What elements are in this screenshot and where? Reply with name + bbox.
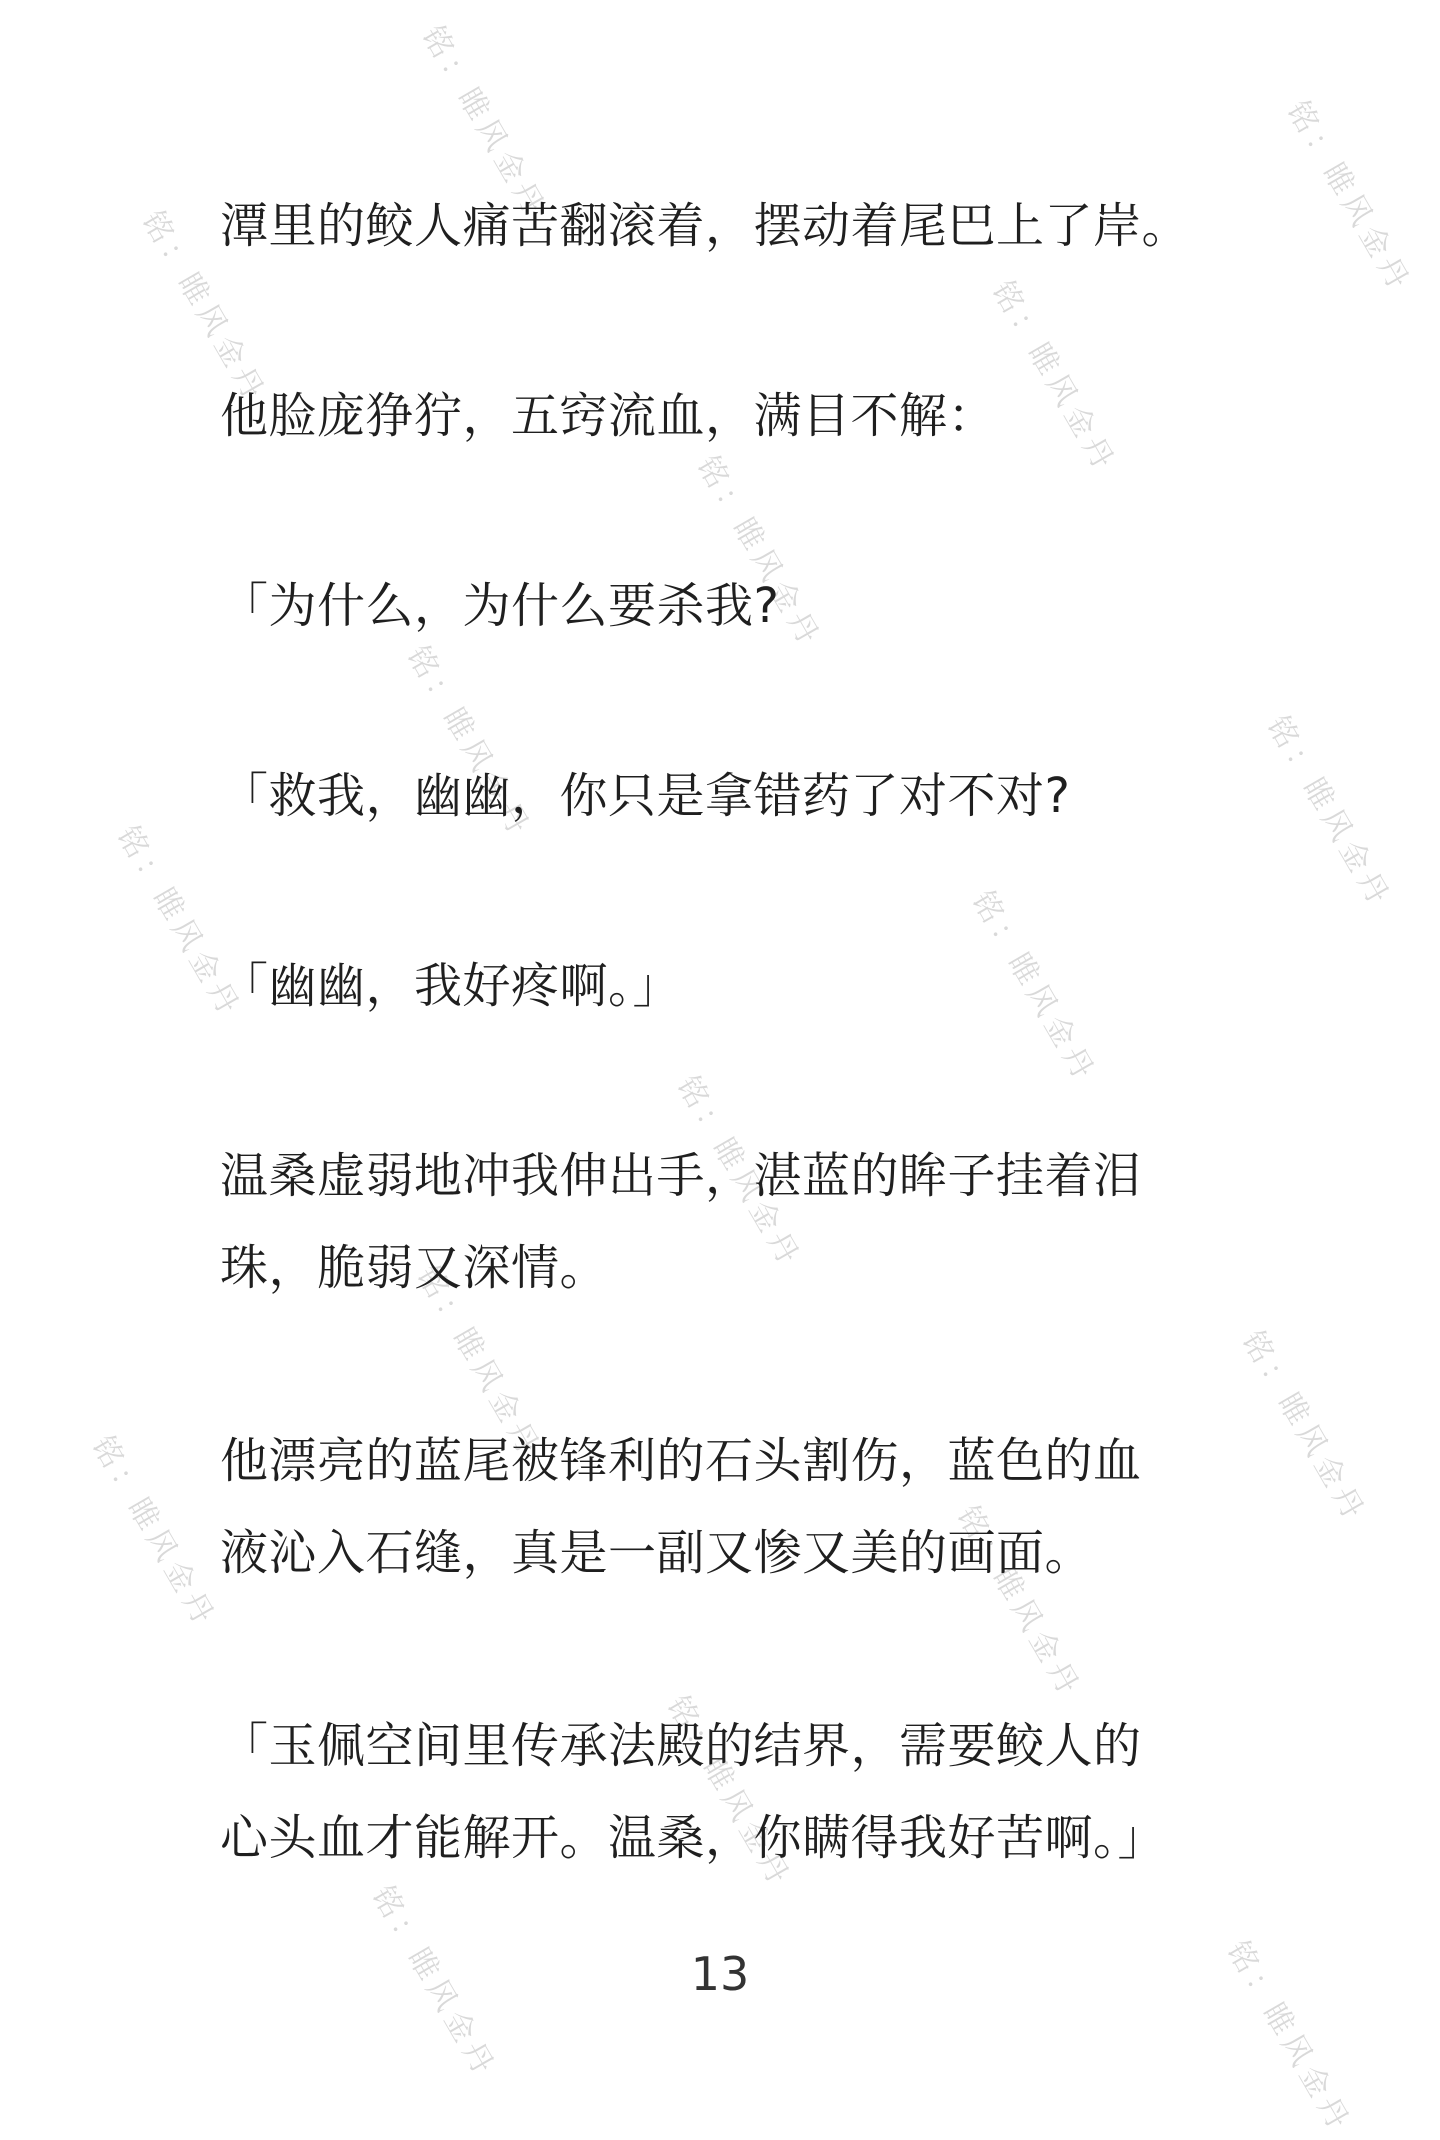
watermark: 铭：睢风金丹 xyxy=(949,1500,1088,1705)
watermark: 铭：睢风金丹 xyxy=(84,1430,223,1635)
watermark: 铭：睢风金丹 xyxy=(964,885,1103,1090)
paragraph xyxy=(220,1415,1230,1599)
watermark: 铭：睢风金丹 xyxy=(659,1690,798,1895)
watermark: 铭：睢风金丹 xyxy=(1259,710,1398,915)
paragraph xyxy=(220,180,1230,272)
text-line: 「为什么，为什么要杀我? xyxy=(220,578,780,634)
watermark: 铭：睢风金丹 xyxy=(669,1070,808,1275)
paragraph xyxy=(220,1130,1230,1314)
text-line: 「幽幽，我好疼啊。」 xyxy=(220,958,682,1014)
text-line: 他脸庞狰狞，五窍流血，满目不解： xyxy=(220,388,997,444)
paragraph xyxy=(220,940,1230,1032)
watermark: 铭：睢风金丹 xyxy=(984,275,1123,480)
page-number: 13 xyxy=(690,1947,750,2001)
paragraph xyxy=(220,1700,1230,1884)
text-line: 珠，脆弱又深情。 xyxy=(220,1240,609,1296)
paragraph xyxy=(220,370,1230,462)
watermark: 铭：睢风金丹 xyxy=(1279,95,1418,300)
watermark: 铭：睢风金丹 xyxy=(1219,1935,1358,2140)
text-line: 「救我，幽幽，你只是拿错药了对不对? xyxy=(220,768,1071,824)
text-line: 温桑虚弱地冲我伸出手，湛蓝的眸子挂着泪 xyxy=(220,1148,1142,1204)
text-line: 他漂亮的蓝尾被锋利的石头割伤，蓝色的血 xyxy=(220,1433,1142,1489)
watermark: 铭：睢风金丹 xyxy=(364,1880,503,2085)
watermark: 铭：睢风金丹 xyxy=(134,205,273,410)
watermark: 铭：睢风金丹 xyxy=(689,450,828,655)
text-line: 「玉佩空间里传承法殿的结界，需要鲛人的 xyxy=(220,1718,1142,1774)
text-line: 潭里的鲛人痛苦翻滚着，摆动着尾巴上了岸。 xyxy=(220,198,1191,254)
watermark: 铭：睢风金丹 xyxy=(399,640,538,845)
text-line: 液沁入石缝，真是一副又惨又美的画面。 xyxy=(220,1525,1094,1581)
watermark: 铭：睢风金丹 xyxy=(409,1260,548,1465)
text-line: 心头血才能解开。温桑，你瞒得我好苦啊。」 xyxy=(220,1810,1167,1866)
watermark: 铭：睢风金丹 xyxy=(414,20,553,225)
watermark: 铭：睢风金丹 xyxy=(1234,1325,1373,1530)
paragraph xyxy=(220,750,1230,842)
watermark: 铭：睢风金丹 xyxy=(109,820,248,1025)
paragraph xyxy=(220,560,1230,652)
